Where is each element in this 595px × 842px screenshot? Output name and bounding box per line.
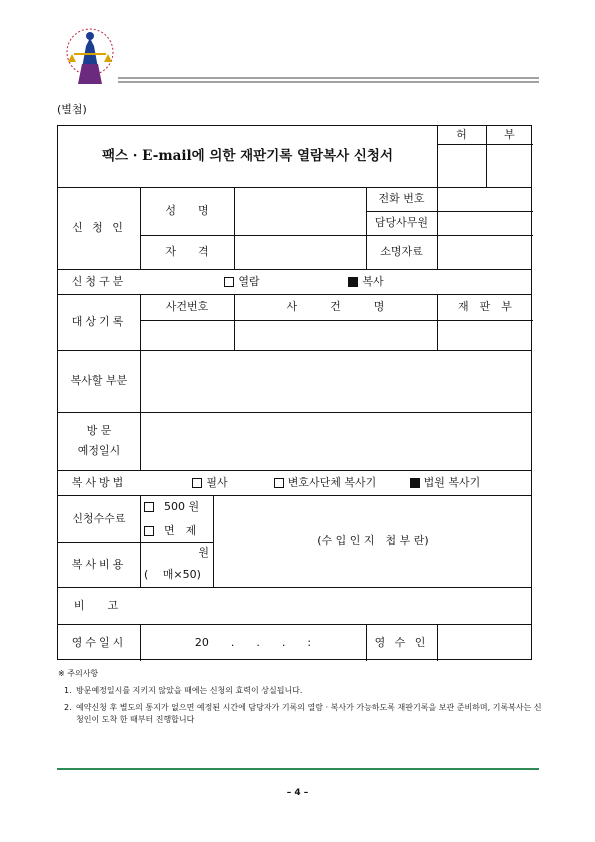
remarks-label: 비 고 [73, 598, 125, 612]
court-copier-option-label: 법원 복사기 [423, 475, 481, 489]
copy-method-label: 복사방법 [71, 475, 127, 489]
qualification-field[interactable] [235, 236, 365, 269]
option-court-copier[interactable] [400, 470, 490, 495]
handwriting-option-label: 필사 [206, 475, 228, 489]
view-option-label: 열람 [238, 274, 260, 288]
header-rule [118, 76, 539, 85]
option-copy[interactable] [336, 269, 396, 294]
copy-option-label: 복사 [362, 274, 384, 288]
copy-cost-label: 복사비용 [71, 557, 127, 571]
form-title: 팩스 · E-mail에 의한 재판기록 열람복사 신청서 [102, 148, 393, 165]
stamp-area: (수 입 인 지 첩 부 란) [317, 534, 429, 548]
remarks-field[interactable] [141, 588, 533, 624]
note-item [64, 702, 543, 726]
fee-exempt-label: 면 제 [164, 524, 197, 538]
target-record-label: 대상기록 [71, 315, 127, 329]
receiver-field[interactable] [438, 625, 533, 661]
approval-no-field[interactable] [487, 145, 533, 187]
approval-yes-label: 허 [456, 128, 467, 142]
staff-field[interactable] [438, 212, 533, 235]
attachment-label: (별첨) [57, 103, 87, 116]
court-logo [60, 24, 120, 90]
fee-amount-option[interactable] [144, 497, 212, 517]
handwriting-checkbox[interactable] [192, 478, 202, 488]
note-number: 2. [64, 703, 72, 712]
fee-exempt-option[interactable] [144, 521, 212, 541]
case-name-label: 사 건 명 [286, 300, 385, 314]
option-handwriting[interactable] [184, 470, 236, 495]
visit-label-line2: 예정일시 [77, 444, 121, 457]
copy-cost-pages: ( 매×50) [144, 568, 201, 582]
qualification-label: 자 격 [165, 245, 209, 259]
staff-label: 담당사무원 [374, 216, 429, 230]
copy-checkbox[interactable] [348, 277, 358, 287]
fee-amount-label: 500 원 [164, 500, 200, 514]
visit-datetime-field[interactable] [141, 413, 533, 470]
footer-rule [57, 768, 539, 770]
phone-field[interactable] [438, 188, 533, 211]
applicant-label: 신 청 인 [72, 221, 126, 235]
approval-no-label: 부 [504, 128, 515, 142]
notes-section [58, 668, 543, 726]
court-division-field[interactable] [438, 321, 533, 350]
note-number: 1. [64, 686, 72, 695]
fee-label: 신청수수료 [72, 511, 126, 525]
name-field[interactable] [235, 188, 365, 235]
name-label: 성 명 [165, 204, 209, 218]
notes-heading: ※ 주의사항 [58, 669, 99, 678]
request-type-label: 신청구분 [71, 274, 127, 288]
fee-amount-checkbox[interactable] [144, 502, 154, 512]
option-lawyer-copier[interactable] [263, 470, 387, 495]
proof-documents-field[interactable] [438, 236, 533, 269]
page-number: – 4 – [286, 788, 309, 798]
receiver-label: 영 수 인 [374, 635, 429, 649]
case-number-field[interactable] [141, 321, 234, 350]
note-text: 예약신청 후 별도의 통지가 없으면 예정된 시간에 담당자가 기록의 열람 · 복사가 가능하도록 재판기록을 보관 준비하며, 기록복사는 신청인이 도착 한 때부터 진행합니다 [76, 703, 542, 724]
copy-part-field[interactable] [141, 351, 533, 412]
note-item [64, 685, 543, 697]
receipt-date-label: 영수일시 [71, 635, 127, 649]
approval-yes-field[interactable] [438, 145, 486, 187]
visit-label-line1: 방 문 [86, 424, 112, 438]
case-name-field[interactable] [235, 321, 437, 350]
court-copier-checkbox[interactable] [410, 478, 420, 488]
application-form [57, 125, 532, 660]
phone-label: 전화 번호 [378, 192, 425, 206]
copy-cost-unit: 원 [198, 546, 209, 560]
court-division-label: 재 판 부 [458, 300, 512, 314]
receipt-date-value: 20 . . . : [194, 635, 312, 649]
lawyer-copier-checkbox[interactable] [274, 478, 284, 488]
copy-part-label: 복사할 부분 [70, 374, 128, 388]
lawyer-copier-option-label: 변호사단체 복사기 [287, 475, 377, 489]
option-view[interactable] [212, 269, 272, 294]
view-checkbox[interactable] [224, 277, 234, 287]
proof-documents-label: 소명자료 [380, 245, 423, 259]
visit-label [58, 412, 140, 470]
case-number-label: 사건번호 [165, 300, 209, 314]
note-text: 방문예정일시를 지키지 않았을 때에는 신청의 효력이 상실됩니다. [76, 686, 303, 695]
fee-exempt-checkbox[interactable] [144, 526, 154, 536]
